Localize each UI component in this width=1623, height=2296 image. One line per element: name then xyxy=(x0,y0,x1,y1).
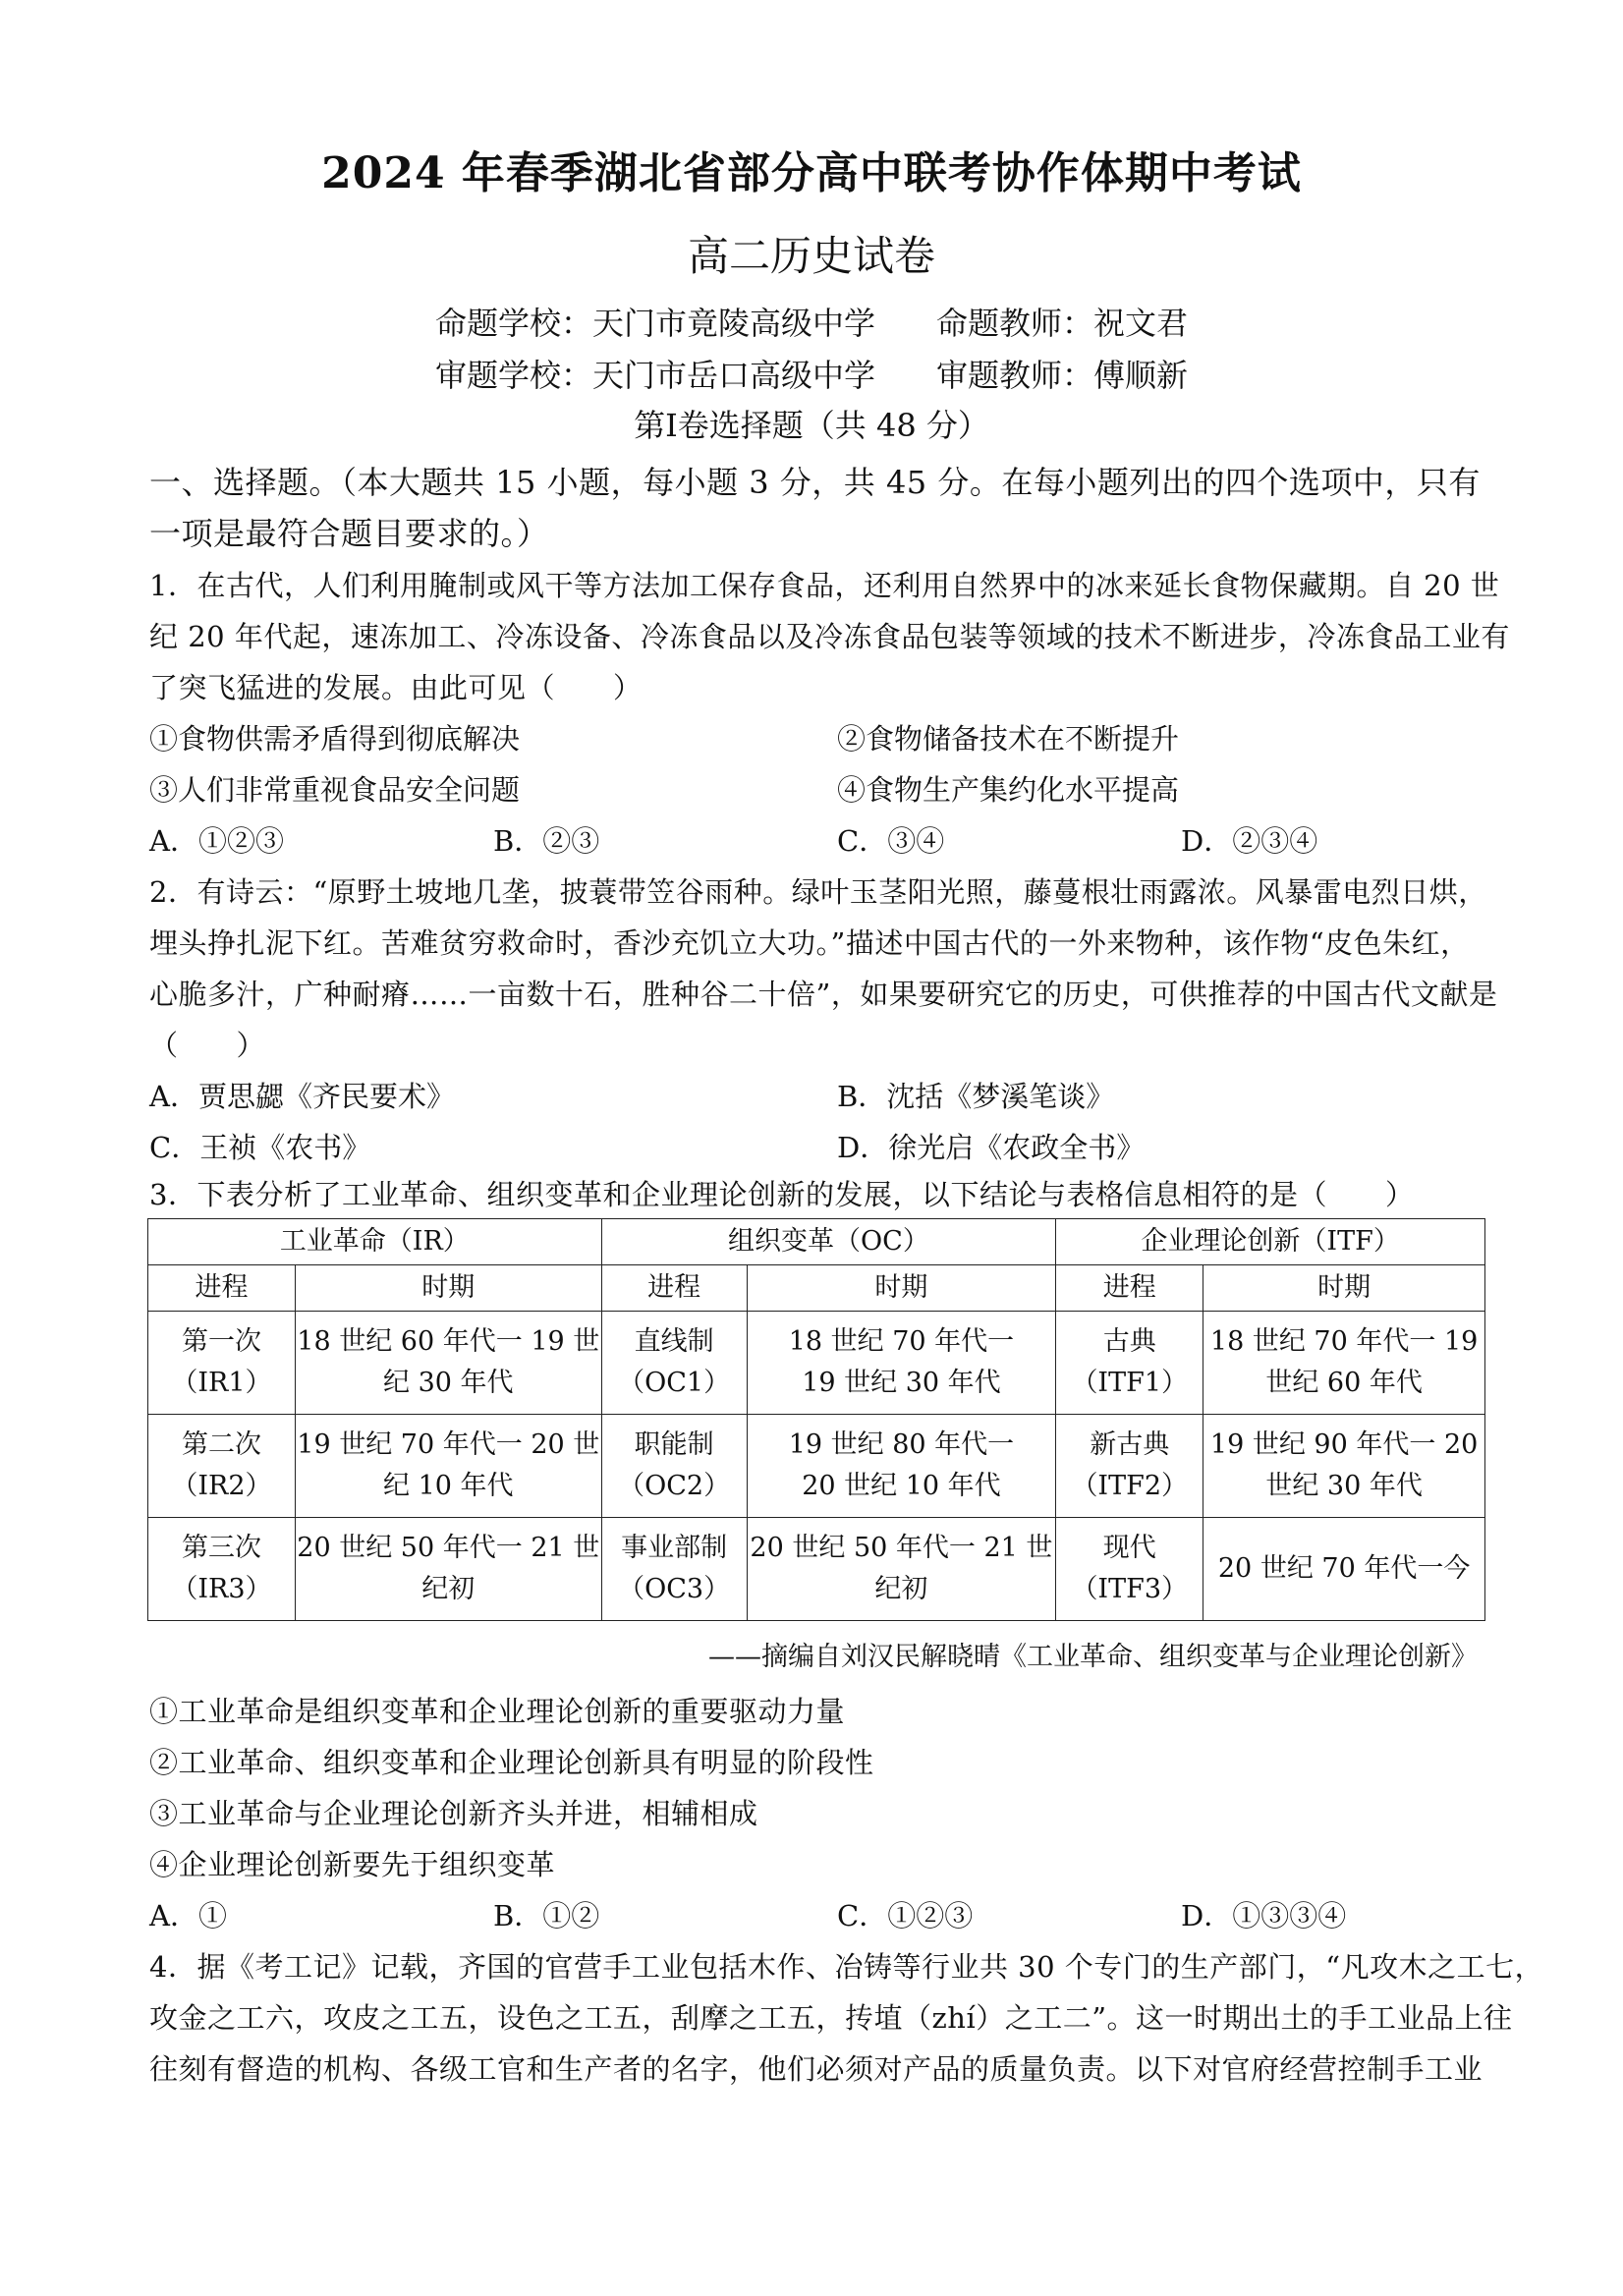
part-heading: 第Ⅰ卷选择题（共 48 分） xyxy=(634,407,989,444)
reviewer-teacher: 审题教师：傅顺新 xyxy=(936,357,1189,394)
cell-line: （ITF2） xyxy=(1071,1471,1189,1501)
q2-stem-line3: 心脆多汁，广种耐瘠……一亩数十石，胜种谷二十倍”，如果要研究它的历史，可供推荐的中国古代文献是 xyxy=(149,978,1498,1011)
table-cell xyxy=(747,1312,1056,1415)
table-cell xyxy=(295,1312,601,1415)
cell-line: 纪 10 年代 xyxy=(383,1471,514,1501)
q3-statement-1: ①工业革命是组织变革和企业理论创新的重要驱动力量 xyxy=(149,1695,846,1728)
cell-line: （OC3） xyxy=(618,1574,731,1604)
table-cell xyxy=(1056,1518,1203,1621)
cell-line: 19 世纪 30 年代 xyxy=(802,1368,1001,1398)
reviewer-info xyxy=(0,351,1623,396)
q1-option-d: D．②③④ xyxy=(1181,824,1318,858)
table-cell xyxy=(1056,1415,1203,1518)
setter-school: 命题学校：天门市竟陵高级中学 xyxy=(434,305,875,342)
q1-option-c: C．③④ xyxy=(837,824,945,858)
table-column-header: 进程 xyxy=(601,1265,747,1312)
table-group-header: 企业理论创新（ITF） xyxy=(1056,1219,1485,1265)
cell-line: 18 世纪 60 年代一 19 世 xyxy=(297,1326,600,1357)
q3-statement-2: ②工业革命、组织变革和企业理论创新具有明显的阶段性 xyxy=(149,1746,874,1779)
cell-line: 第二次 xyxy=(181,1429,261,1460)
cell-line: （OC1） xyxy=(618,1368,731,1398)
cell-line: 职能制 xyxy=(634,1429,714,1460)
q2-option-b: B．沈括《梦溪笔谈》 xyxy=(837,1080,1115,1113)
q4-stem-line3: 往刻有督造的机构、各级工官和生产者的名字，他们必须对产品的质量负责。以下对官府经营控制手工业 xyxy=(149,2052,1483,2086)
cell-line: （IR2） xyxy=(171,1471,272,1501)
q3-statement-3: ③工业革命与企业理论创新齐头并进，相辅相成 xyxy=(149,1797,758,1830)
table-cell xyxy=(601,1312,747,1415)
table-cell xyxy=(148,1415,296,1518)
table-row xyxy=(148,1312,1485,1415)
table-cell xyxy=(601,1415,747,1518)
cell-line: 新古典 xyxy=(1090,1429,1170,1460)
reviewer-school: 审题学校：天门市岳口高级中学 xyxy=(434,357,875,394)
q3-table xyxy=(147,1218,1485,1621)
cell-line: 古典 xyxy=(1102,1326,1156,1357)
cell-line: 19 世纪 80 年代一 xyxy=(788,1429,1015,1460)
cell-line: （ITF3） xyxy=(1071,1574,1189,1604)
q3-option-b: B．①② xyxy=(493,1899,600,1932)
cell-line: （ITF1） xyxy=(1071,1368,1189,1398)
q3-option-d: D．①③③④ xyxy=(1181,1899,1347,1932)
q2-option-a: A．贾思勰《齐民要术》 xyxy=(149,1080,455,1113)
table-cell xyxy=(601,1518,747,1621)
q2-stem-line2: 埋头挣扎泥下红。苦难贫穷救命时，香沙充饥立大功。”描述中国古代的一外来物种，该作物“皮色朱红， xyxy=(149,926,1470,960)
cell-line: 世纪 60 年代 xyxy=(1265,1368,1423,1398)
cell-line: 19 世纪 90 年代一 20 xyxy=(1209,1429,1479,1460)
cell-line: 第三次 xyxy=(181,1533,261,1563)
table-row xyxy=(148,1415,1485,1518)
cell-line: 20 世纪 50 年代一 21 世 xyxy=(297,1533,600,1563)
q2-stem-line1: 2．有诗云：“原野土坡地几垄，披蓑带笠谷雨种。绿叶玉茎阳光照，藤蔓根壮雨露浓。风暴雷电烈日烘， xyxy=(149,875,1487,909)
q1-statement-1: ①食物供需矛盾得到彻底解决 xyxy=(149,722,521,756)
cell-line: 18 世纪 70 年代一 19 xyxy=(1209,1326,1479,1357)
cell-line: 纪初 xyxy=(874,1574,928,1604)
table-group-header: 组织变革（OC） xyxy=(601,1219,1056,1265)
q1-statement-4: ④食物生产集约化水平提高 xyxy=(837,773,1180,807)
cell-line: 现代 xyxy=(1102,1533,1156,1563)
q2-option-c: C．王祯《农书》 xyxy=(149,1131,371,1164)
q2-option-d: D．徐光启《农政全书》 xyxy=(837,1131,1146,1164)
q1-stem-line1: 1．在古代，人们利用腌制或风干等方法加工保存食品，还利用自然界中的冰来延长食物保藏期。自 20 世 xyxy=(149,569,1500,602)
cell-line: 20 世纪 70 年代一今 xyxy=(1217,1553,1471,1584)
table-cell xyxy=(1203,1312,1485,1415)
q1-option-a: A．①②③ xyxy=(149,824,284,858)
exam-title: 2024 年春季湖北省部分高中联考协作体期中考试 xyxy=(321,148,1302,198)
table-cell xyxy=(747,1415,1056,1518)
table-column-header: 时期 xyxy=(747,1265,1056,1312)
table-cell xyxy=(1056,1312,1203,1415)
cell-line: 纪 30 年代 xyxy=(383,1368,514,1398)
table-column-header: 时期 xyxy=(1203,1265,1485,1312)
q3-stem: 3．下表分析了工业革命、组织变革和企业理论创新的发展，以下结论与表格信息相符的是（ ） xyxy=(149,1178,1415,1211)
setter-teacher: 命题教师：祝文君 xyxy=(936,305,1189,342)
cell-line: 世纪 30 年代 xyxy=(1265,1471,1423,1501)
table-cell xyxy=(295,1415,601,1518)
cell-line: 事业部制 xyxy=(621,1533,728,1563)
q1-statement-2: ②食物储备技术在不断提升 xyxy=(837,722,1180,756)
table-cell xyxy=(148,1312,296,1415)
cell-line: 18 世纪 70 年代一 xyxy=(788,1326,1015,1357)
setter-info xyxy=(0,299,1623,344)
table-cell xyxy=(148,1518,296,1621)
cell-line: （IR1） xyxy=(171,1368,272,1398)
cell-line: （IR3） xyxy=(171,1574,272,1604)
q3-option-a: A．① xyxy=(149,1899,227,1932)
table-column-header-row xyxy=(148,1265,1485,1312)
table-group-header-row xyxy=(148,1219,1485,1265)
cell-line: 纪初 xyxy=(421,1574,476,1604)
cell-line: （OC2） xyxy=(618,1471,731,1501)
q3-option-c: C．①②③ xyxy=(837,1899,974,1932)
q1-statement-3: ③人们非常重视食品安全问题 xyxy=(149,773,521,807)
q1-stem-line2: 纪 20 年代起，速冻加工、冷冻设备、冷冻食品以及冷冻食品包装等领域的技术不断进步，冷冻食品工业有 xyxy=(149,620,1510,653)
q1-option-b: B．②③ xyxy=(493,824,600,858)
table-cell xyxy=(1203,1518,1485,1621)
cell-line: 20 世纪 50 年代一 21 世 xyxy=(750,1533,1053,1563)
table-column-header: 进程 xyxy=(148,1265,296,1312)
table-column-header: 进程 xyxy=(1056,1265,1203,1312)
q3-statement-4: ④企业理论创新要先于组织变革 xyxy=(149,1848,556,1881)
cell-line: 直线制 xyxy=(634,1326,714,1357)
cell-line: 19 世纪 70 年代一 20 世 xyxy=(297,1429,600,1460)
section-heading-line1: 一、选择题。（本大题共 15 小题，每小题 3 分，共 45 分。在每小题列出的四个选项中，只有 xyxy=(149,464,1481,501)
table-cell xyxy=(747,1518,1056,1621)
table-cell xyxy=(1203,1415,1485,1518)
q2-stem-line4: （ ） xyxy=(149,1029,266,1062)
table-cell xyxy=(295,1518,601,1621)
section-heading-line2: 一项是最符合题目要求的。） xyxy=(149,515,549,552)
table-source: ——摘编自刘汉民解晓晴《工业革命、组织变革与企业理论创新》 xyxy=(708,1642,1478,1672)
q1-stem-line3: 了突飞猛进的发展。由此可见（ ） xyxy=(149,671,643,704)
q4-stem-line2: 攻金之工六，攻皮之工五，设色之工五，刮摩之工五，抟埴（zhí）之工二”。这一时期出土的手工业品上往 xyxy=(149,2001,1513,2035)
cell-line: 20 世纪 10 年代 xyxy=(802,1471,1001,1501)
exam-subtitle: 高二历史试卷 xyxy=(687,232,935,280)
table-row xyxy=(148,1518,1485,1621)
q4-stem-line1: 4．据《考工记》记载，齐国的官营手工业包括木作、冶铸等行业共 30 个专门的生产部门，“凡攻木之工七， xyxy=(149,1950,1544,1984)
table-column-header: 时期 xyxy=(295,1265,601,1312)
table-group-header: 工业革命（IR） xyxy=(148,1219,602,1265)
cell-line: 第一次 xyxy=(181,1326,261,1357)
